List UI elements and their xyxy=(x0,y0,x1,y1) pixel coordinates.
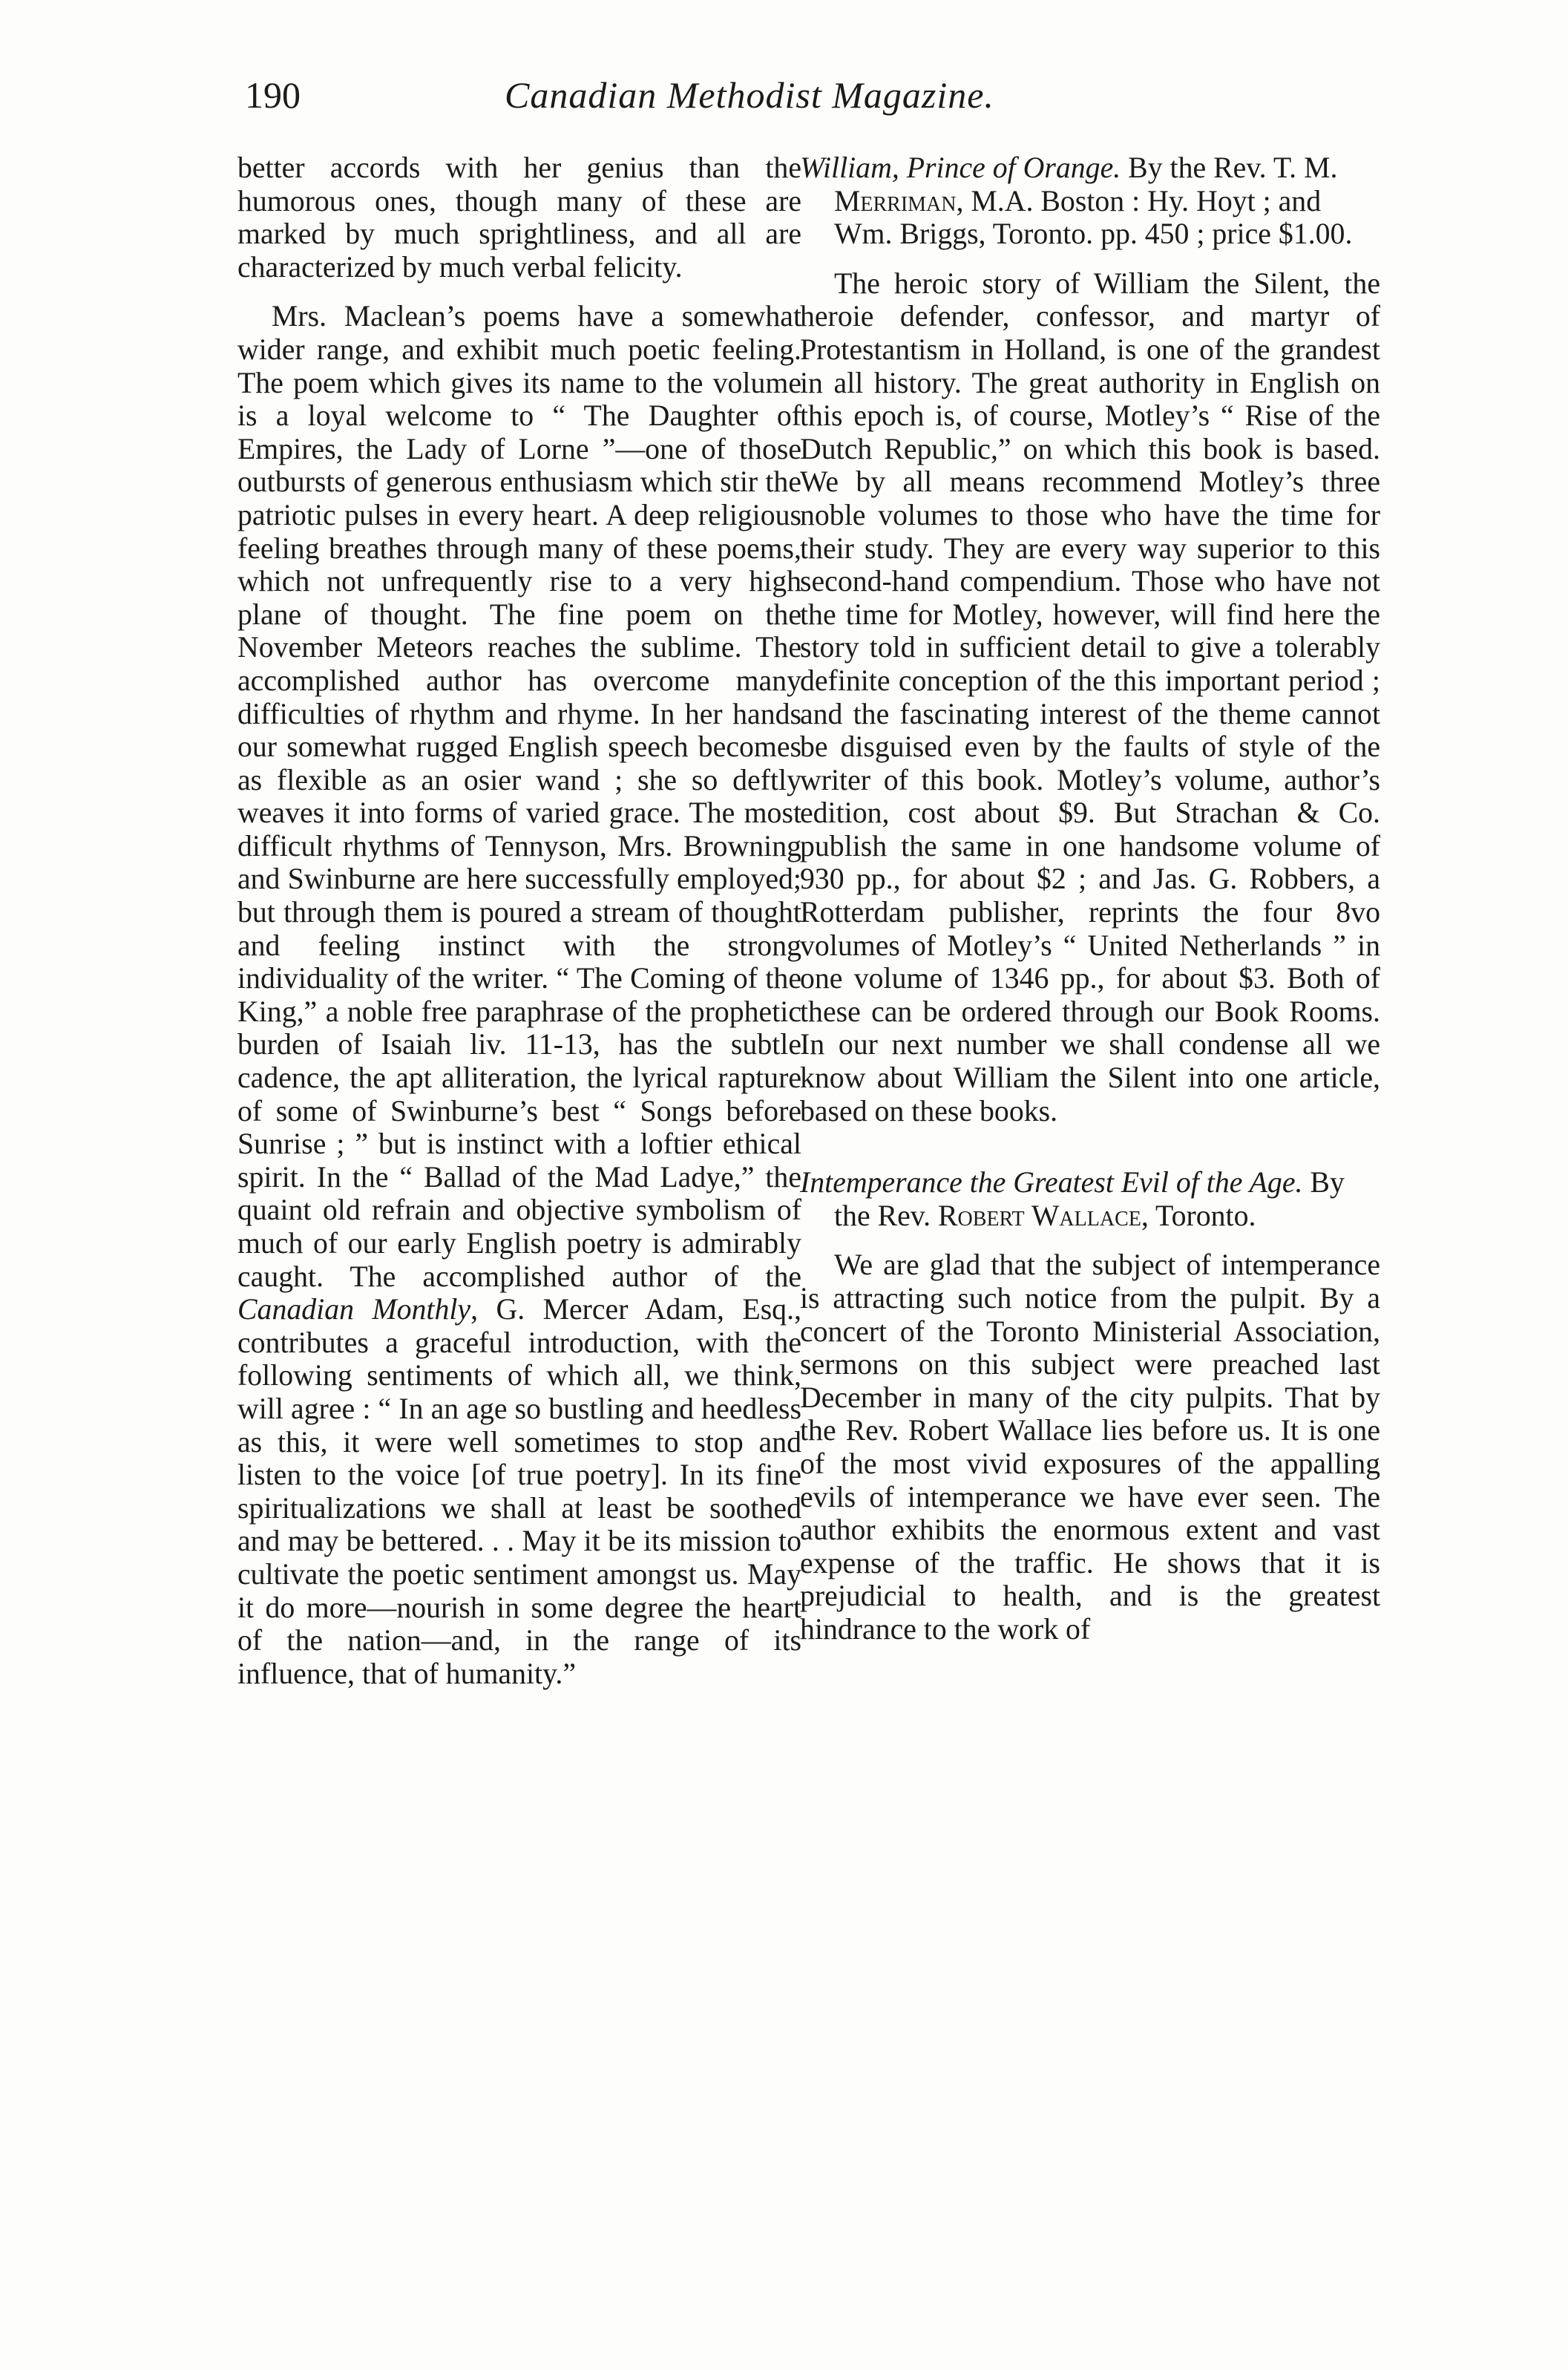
publication-details: , Toronto. xyxy=(1141,1199,1256,1232)
section-gap xyxy=(800,1144,1380,1166)
author-name: Merriman xyxy=(834,184,957,217)
book-title: Intemperance the Greatest Evil of the Age. xyxy=(800,1166,1303,1199)
book-title: William, Prince of Orange. xyxy=(800,151,1121,184)
publication-details: , M.A. Boston : Hy. Hoyt ; and Wm. Briggs, Toronto. pp. 450 ; price $1.00. xyxy=(834,184,1353,251)
byline: By the Rev. T. M. xyxy=(1121,151,1338,184)
paragraph-text: Mrs. Maclean’s poems have a somewhat wider range, and exhibit much poetic feeling. The poem which gives its name to the volume is a loyal welcome to “ The Daughter of Empires, the Lady of Lorne ”—one of those outbursts of generous enthusiasm which stir the patriotic pulses in every heart. A deep religious feeling breathes through many of these poems, which not unfrequently rise to a very high plane of thought. The fine poem on the November Meteors reaches the sublime. The accomplished author has overcome many difficulties of rhythm and rhyme. In her hands our somewhat rugged English speech becomes as flexible as an osier wand ; she so deftly weaves it into forms of varied grace. The most difficult rhythms of Tennyson, Mrs. Browning and Swinburne are here successfully employed; but through them is poured a stream of thought and feeling instinct with the strong individuality of the writer. “ The Coming of the King,” a noble free paraphrase of the prophetic burden of Isaiah liv. 11-13, has the subtle cadence, the apt alliteration, the lyrical rapture of some of Swinburne’s best “ Songs before Sunrise ; ” but is instinct with a loftier ethical spirit. In the “ Ballad of the Mad Ladye,” the quaint old refrain and objective symbolism of much of our early English poetry is admirably caught. The accomplished author of the xyxy=(237,300,801,1293)
paragraph-continuation: better accords with her genius than the humorous ones, though many of these are marked by much sprightliness, and all are characterized by much verbal felicity. xyxy=(237,151,801,284)
publication-title: Canadian Monthly xyxy=(237,1293,471,1326)
paragraph-intemperance-review: We are glad that the subject of intemperance is attracting such notice from the pulpit. By a concert of the Toronto Ministerial Association, sermons on this subject were preached last December in many of the city pulpits. That by the Rev. Robert Wallace lies before us. It is one of the most vivid exposures of the appalling evils of intemperance we have ever seen. The author exhibits the enormous extent and vast expense of the traffic. He shows that it is prejudicial to health, and is the greatest hindrance to the work of xyxy=(800,1248,1380,1646)
right-column xyxy=(800,151,1380,1663)
paragraph-text: , G. Mercer Adam, Esq., contributes a graceful introduction, with the following sentiments of which all, we think, will agree : “ In an age so bustling and heedless as this, it were well sometimes to stop and listen to the voice [of true poetry]. In its fine spiritualizations we shall at least be soothed and may be bettered. . . May it be its mission to cultivate the poetic sentiment amongst us. May it do more—nourish in some degree the heart of the nation—and, in the range of its influence, that of humanity.” xyxy=(237,1293,801,1690)
byline: By the Rev. xyxy=(834,1166,1345,1232)
page-number: 190 xyxy=(245,74,301,116)
left-column xyxy=(237,151,801,1706)
paragraph-william-review: The heroic story of William the Silent, the heroie defender, confessor, and martyr of Protestantism in Holland, is one of the grandest in all history. The great authority in English on this epoch is, of course, Motley’s “ Rise of the Dutch Republic,” on which this book is based. We by all means recommend Motley’s three noble volumes to those who have the time for their study. They are every way superior to this second-hand compendium. Those who have not the time for Motley, however, will find here the story told in sufficient detail to give a tolerably definite conception of the this important period ; and the fascinating interest of the theme cannot be disguised even by the faults of style of the writer of this book. Motley’s volume, author’s edition, cost about $9. But Strachan & Co. publish the same in one handsome volume of 930 pp., for about $2 ; and Jas. G. Robbers, a Rotterdam publisher, reprints the four 8vo volumes of Motley’s “ United Netherlands ” in one volume of 1346 pp., for about $3. Both of these can be ordered through our Book Rooms. In our next number we shall condense all we know about William the Silent into one article, based on these books. xyxy=(800,266,1380,1127)
page-header xyxy=(245,65,1358,125)
running-title: Canadian Methodist Magazine. xyxy=(505,74,994,116)
paragraph-maclean-poems xyxy=(237,300,801,1690)
review-heading-intemperance xyxy=(800,1166,1380,1232)
review-heading-william xyxy=(800,151,1380,251)
author-name: Robert Wallace xyxy=(938,1199,1141,1232)
